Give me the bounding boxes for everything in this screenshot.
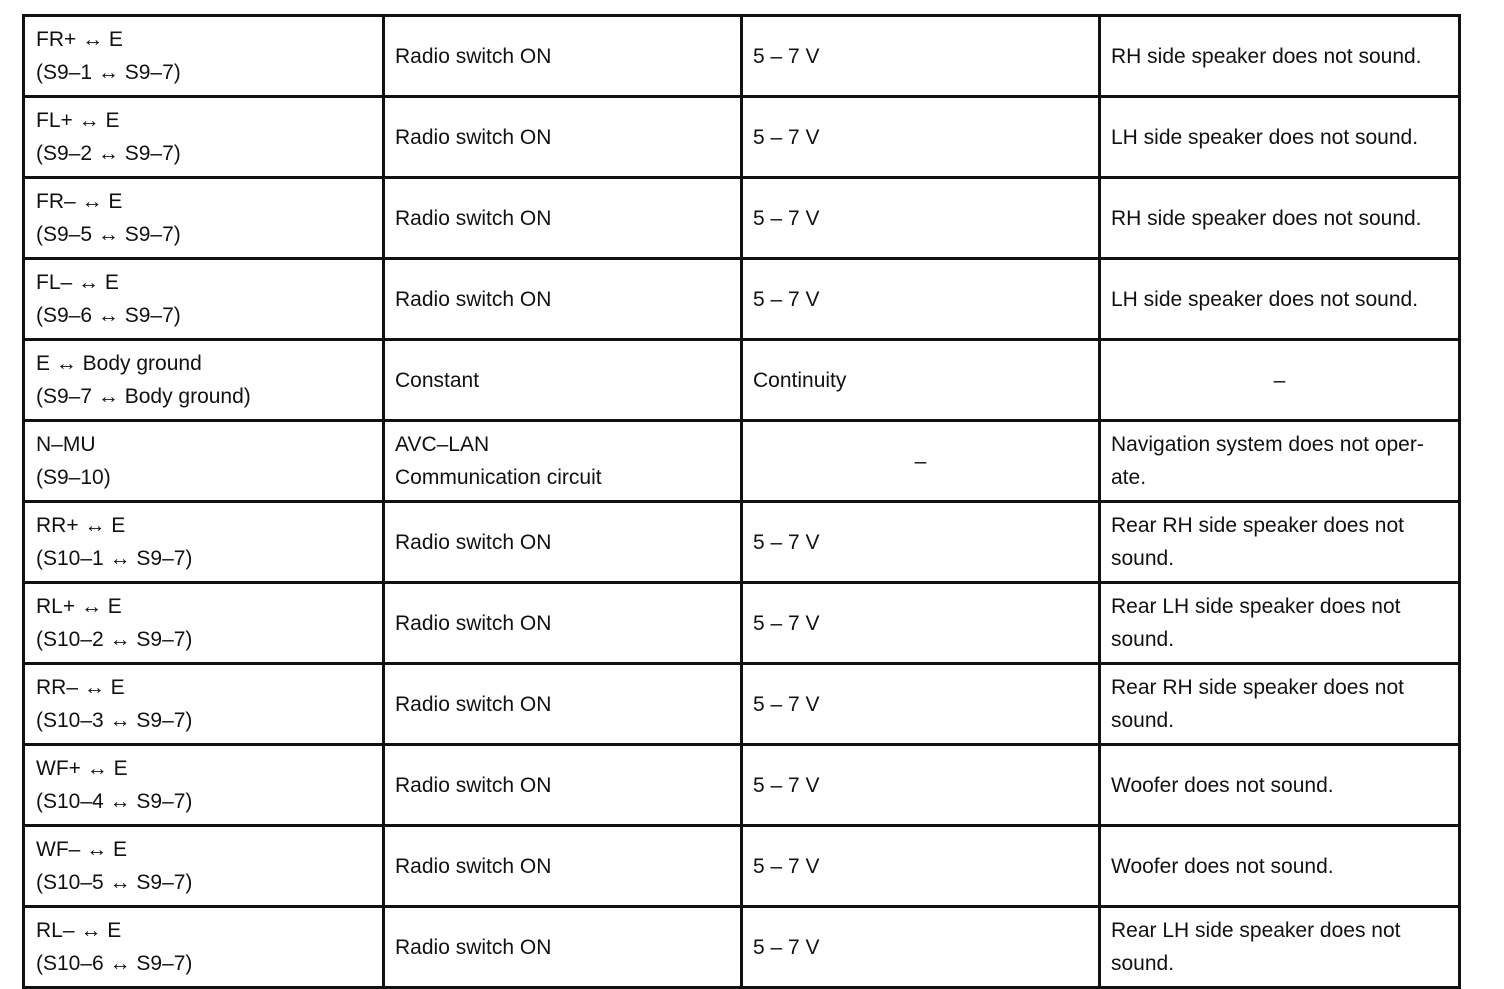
terminal-name: N–MU [36,433,96,456]
condition-cell: Radio switch ON [384,583,742,664]
terminal-pins: (S10–1 ↔ S9–7) [36,547,193,570]
symptom-cell: LH side speaker does not sound. [1100,259,1460,340]
terminal-pins: (S9–7 ↔ Body ground) [36,385,251,408]
specified-value-cell: 5 – 7 V [742,178,1100,259]
terminal-inspection-table-wrapper [22,14,1458,989]
symptom-line: Rear RH side speaker does not [1111,676,1404,699]
terminal-cell [24,340,384,421]
terminal-name: RR+ ↔ E [36,514,126,537]
specified-value-cell: 5 – 7 V [742,745,1100,826]
symptom-cell [1100,664,1460,745]
terminal-pins: (S9–6 ↔ S9–7) [36,304,181,327]
symptom-line: sound. [1111,547,1175,570]
symptom-cell: – [1100,340,1460,421]
condition-cell: Radio switch ON [384,16,742,97]
condition-cell: Radio switch ON [384,502,742,583]
symptom-cell: LH side speaker does not sound. [1100,97,1460,178]
symptom-cell [1100,502,1460,583]
terminal-cell [24,97,384,178]
specified-value-cell: 5 – 7 V [742,502,1100,583]
symptom-line: sound. [1111,628,1175,651]
symptom-cell: RH side speaker does not sound. [1100,178,1460,259]
condition-cell: Radio switch ON [384,826,742,907]
table-row [24,907,1460,988]
table-row [24,502,1460,583]
terminal-pins: (S10–4 ↔ S9–7) [36,790,193,813]
terminal-inspection-table [22,14,1461,989]
terminal-pins: (S10–2 ↔ S9–7) [36,628,193,651]
symptom-cell [1100,583,1460,664]
terminal-pins: (S9–5 ↔ S9–7) [36,223,181,246]
condition-line: AVC–LAN [395,433,490,456]
terminal-pins: (S10–5 ↔ S9–7) [36,871,193,894]
symptom-cell: Woofer does not sound. [1100,745,1460,826]
table-row [24,259,1460,340]
terminal-name: WF+ ↔ E [36,757,128,780]
specified-value-cell: 5 – 7 V [742,664,1100,745]
terminal-name: RL+ ↔ E [36,595,122,618]
condition-cell: Radio switch ON [384,745,742,826]
condition-cell: Radio switch ON [384,664,742,745]
terminal-pins: (S9–2 ↔ S9–7) [36,142,181,165]
condition-cell: Radio switch ON [384,907,742,988]
symptom-cell [1100,907,1460,988]
terminal-cell [24,16,384,97]
terminal-pins: (S10–6 ↔ S9–7) [36,952,193,975]
terminal-name: WF– ↔ E [36,838,128,861]
terminal-cell [24,826,384,907]
terminal-pins: (S9–1 ↔ S9–7) [36,61,181,84]
condition-line: Communication circuit [395,466,602,489]
condition-cell: Radio switch ON [384,97,742,178]
specified-value-cell: 5 – 7 V [742,16,1100,97]
terminal-cell [24,259,384,340]
condition-cell [384,421,742,502]
symptom-line: sound. [1111,952,1175,975]
terminal-cell [24,583,384,664]
symptom-line: sound. [1111,709,1175,732]
symptom-line: Rear LH side speaker does not [1111,919,1401,942]
terminal-name: FR+ ↔ E [36,28,123,51]
table-row [24,745,1460,826]
terminal-name: RR– ↔ E [36,676,125,699]
terminal-name: RL– ↔ E [36,919,122,942]
specified-value-cell: 5 – 7 V [742,907,1100,988]
symptom-cell: Woofer does not sound. [1100,826,1460,907]
symptom-cell [1100,421,1460,502]
specified-value-cell: – [742,421,1100,502]
specified-value-cell: Continuity [742,340,1100,421]
terminal-cell [24,178,384,259]
specified-value-cell: 5 – 7 V [742,583,1100,664]
symptom-cell: RH side speaker does not sound. [1100,16,1460,97]
specified-value-cell: 5 – 7 V [742,97,1100,178]
symptom-line: ate. [1111,466,1147,489]
terminal-cell [24,745,384,826]
condition-cell: Constant [384,340,742,421]
table-row [24,583,1460,664]
table-row [24,340,1460,421]
table-row [24,421,1460,502]
terminal-cell [24,907,384,988]
symptom-line: Navigation system does not oper- [1111,433,1424,456]
condition-cell: Radio switch ON [384,178,742,259]
terminal-cell [24,502,384,583]
symptom-line: Rear RH side speaker does not [1111,514,1404,537]
terminal-name: E ↔ Body ground [36,352,202,375]
table-row [24,16,1460,97]
terminal-cell [24,421,384,502]
terminal-pins: (S9–10) [36,466,111,489]
terminal-name: FR– ↔ E [36,190,123,213]
symptom-line: Rear LH side speaker does not [1111,595,1401,618]
table-row [24,826,1460,907]
terminal-pins: (S10–3 ↔ S9–7) [36,709,193,732]
condition-cell: Radio switch ON [384,259,742,340]
table-row [24,664,1460,745]
terminal-name: FL+ ↔ E [36,109,120,132]
table-row [24,178,1460,259]
table-row [24,97,1460,178]
specified-value-cell: 5 – 7 V [742,259,1100,340]
specified-value-cell: 5 – 7 V [742,826,1100,907]
terminal-name: FL– ↔ E [36,271,119,294]
terminal-cell [24,664,384,745]
